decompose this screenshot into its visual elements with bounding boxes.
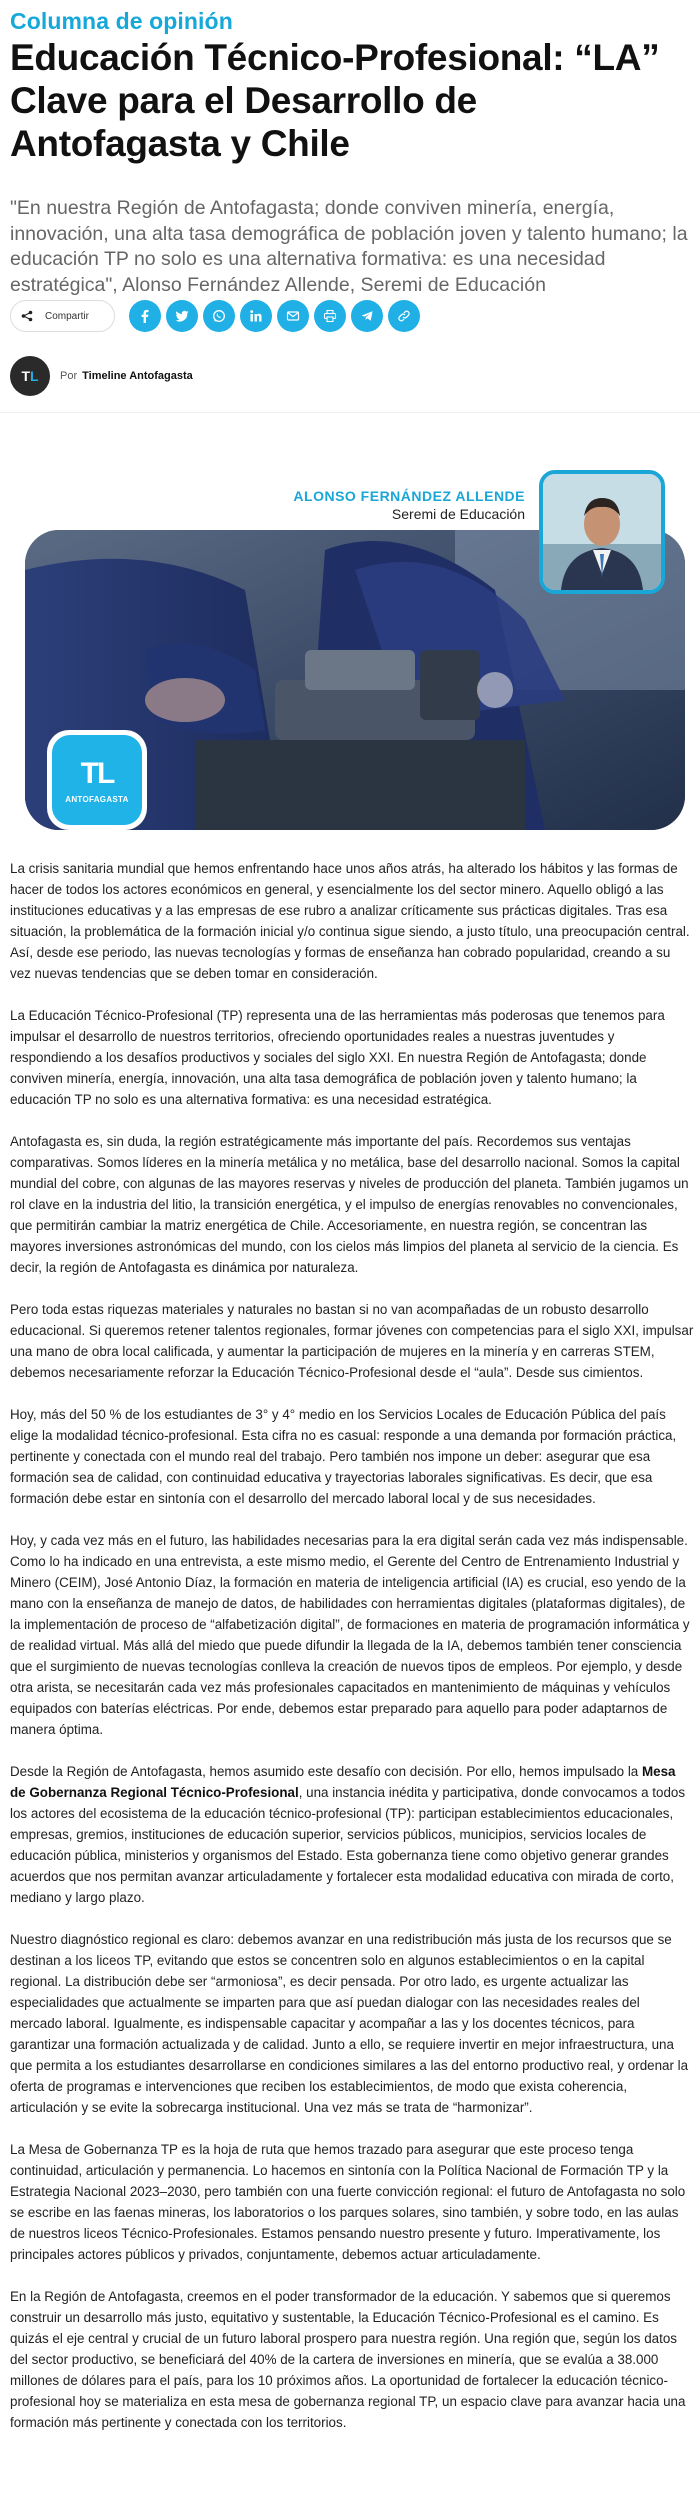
whatsapp-icon	[212, 309, 226, 323]
email-share-button[interactable]	[277, 300, 309, 332]
paragraph: Pero toda estas riquezas materiales y naturales no bastan si no van acompañadas de un robusto desarrollo educacional. Si queremos retener talentos regionales, formar jóvenes con competencias para el siglo XXI, impulsar una mano de obra local calificada, y aumentar la participación de mujeres en la minería y en carreras STEM, debemos necesariamente reforzar la Educación Técnico-Profesional desde el “aula”. Desde sus cimientos.	[10, 1302, 694, 1380]
paragraph: Hoy, más del 50 % de los estudiantes de 3° y 4° medio en los Servicios Locales de Educación Pública del país elige la modalidad técnico-profesional. Esta cifra no es casual: responde a una demanda por formación práctica, pertinente y conectada con el mundo real del trabajo. Pero también nos impone un deber: asegurar que esa formación sea de calidad, con continuidad educativa y trayectorias laborales significativas. Es decir, que esa formación debe estar en sintonía con el desarrollo del mercado laboral local y de sus necesidades.	[10, 1407, 677, 1506]
email-icon	[286, 309, 300, 323]
avatar-letter-t: T	[21, 368, 30, 384]
section-kicker[interactable]: Columna de opinión	[10, 8, 233, 34]
brand-logo	[47, 730, 147, 830]
hero-image	[25, 470, 685, 840]
share-bar	[10, 300, 690, 332]
hero-person-role: Seremi de Educación	[391, 506, 525, 522]
paragraph: La Mesa de Gobernanza TP es la hoja de ruta que hemos trazado para asegurar que este proceso tenga continuidad, articulación y permanencia. Lo hacemos en sintonía con la Política Nacional de Formación TP y la Estrategia Nacional 2023–2030, pero también con una fuerte convicción regional: el futuro de Antofagasta no solo se escribe en las faenas mineras, los laboratorios o los parques solares, sino también, y sobre todo, en las aulas de nuestros liceos Técnico-Profesionales. Estamos pensando nuestro presente y futuro. Imperativamente, los principales actores públicos y privados, conjuntamente, debemos actuar articuladamente.	[10, 2142, 686, 2262]
author-avatar[interactable]	[10, 356, 50, 396]
linkedin-share-button[interactable]	[240, 300, 272, 332]
telegram-icon	[360, 309, 374, 323]
portrait-illustration	[543, 474, 661, 590]
seremi-portrait	[539, 470, 665, 594]
paragraph: En la Región de Antofagasta, creemos en el poder transformador de la educación. Y sabemos que si queremos construir un desarrollo más justo, equitativo y sustentable, la Educación Técnico-Profesional es el camino. Es quizás el eje central y crucial de un futuro laboral prospero para nuestra región. Una región que, según los datos del sector productivo, se beneficiará del 40% de la cartera de inversiones en minería, que se evalúa a 38.000 millones de dólares para el país, para los 10 próximos años. La oportunidad de fortalecer la educación técnico-profesional hoy se materializa en esta mesa de gobernanza regional TP, un espacio clave para avanzar hacia una formación más pertinente y conectada con los territorios.	[10, 2289, 686, 2430]
byline-prefix: Por	[60, 370, 78, 382]
paragraph: Antofagasta es, sin duda, la región estratégicamente más importante del país. Recordemos sus ventajas comparativas. Somos líderes en la minería metálica y no metálica, base del desarrollo nacional. Somos la capital mundial del cobre, con algunas de las mayores reservas y niveles de producción del planeta. También jugamos un rol clave en la industria del litio, la transición energética, y el impulso de energías renovables no convencionales, que permitirán cambiar la matriz energética de Chile. Accesoriamente, en nuestra región, se concentran las mayores inversiones astronómicas del mundo, con los cielos más limpios del planeta al servicio de la ciencia. Es decir, la región de Antofagasta es dinámica por naturaleza.	[10, 1134, 689, 1275]
divider	[0, 412, 700, 413]
paragraph: Hoy, y cada vez más en el futuro, las habilidades necesarias para la era digital serán cada vez más indispensable. Como lo ha indicado en una entrevista, a este mismo medio, el Gerente del Centro de Entrenamiento Industrial y Minero (CEIM), José Antonio Díaz, la formación en materia de inteligencia artificial (IA) es crucial, eso yendo de la mano con la enseñanza de manejo de datos, de habilidades con herramientas digitales (plataformas digitales), de la implementación de proceso de “alfabetización digital”, de formaciones en materia de programación informática y de realidad virtual. Más allá del miedo que puede difundir la llegada de la IA, debemos también tener consciencia que el surgimiento de nuevas tecnologías conlleva la creación de nuevos tipos de empleos. Por ejemplo, y desde otra arista, se necesitarán cada vez más profesionales capacitados en mantenimiento de máquinas y vehículos equipados con baterías eléctricas. Por ende, debemos estar preparado para aquello para poder adaptarnos de manera óptima.	[10, 1533, 690, 1737]
social-buttons	[129, 300, 425, 332]
facebook-share-button[interactable]	[129, 300, 161, 332]
article-body	[10, 858, 694, 2454]
twitter-share-button[interactable]	[166, 300, 198, 332]
telegram-share-button[interactable]	[351, 300, 383, 332]
logo-mark: TL	[80, 756, 114, 790]
paragraph-text: Desde la Región de Antofagasta, hemos asumido este desafío con decisión. Por ello, hemos impulsado la	[10, 1764, 642, 1779]
copy-link-button[interactable]	[388, 300, 420, 332]
logo-wordmark: ANTOFAGASTA	[65, 794, 129, 804]
twitter-icon	[175, 309, 189, 323]
highlight-mesa-gobernanza: Mesa de Gobernanza Regional Técnico-Profesional	[10, 1764, 676, 1800]
print-icon	[323, 309, 337, 323]
whatsapp-share-button[interactable]	[203, 300, 235, 332]
paragraph: La crisis sanitaria mundial que hemos enfrentando hace unos años atrás, ha alterado los hábitos y las formas de hacer de todos los actores económicos en general, y esencialmente los del sector minero. Aquello obligó a las instituciones educativas y a las empresas de ese rubro a analizar críticamente sus prácticas digitales. Tras esa situación, la problemática de la formación inicial y/o continua sigue siendo, a justo título, una preocupación central. Así, desde ese periodo, las nuevas tecnologías y formas de enseñanza han cobrado popularidad, creando a su vez nuevas tendencias que se deben tomar en consideración.	[10, 861, 690, 981]
paragraph: La Educación Técnico-Profesional (TP) representa una de las herramientas más poderosas que tenemos para impulsar el desarrollo de nuestros territorios, ofreciendo oportunidades reales a nuestras juventudes y respondiendo a los desafíos productivos y sociales del siglo XXI. En nuestra Región de Antofagasta; donde conviven minería, energía, innovación, una alta tasa demográfica de población joven y talento humano; la educación TP no solo es una alternativa formativa: es una necesidad estratégica.	[10, 1008, 665, 1107]
share-button[interactable]	[10, 300, 115, 332]
hero-person-name: ALONSO FERNÁNDEZ ALLENDE	[293, 488, 525, 504]
article-lead: "En nuestra Región de Antofagasta; donde conviven minería, energía, innovación, una alta tasa demográfica de población joven y talento humano; la educación TP no solo es una alternativa formativa: es una necesidad estratégica", Alonso Fernández Allende, Seremi de Educación	[10, 197, 688, 296]
hero-caption	[293, 488, 525, 522]
facebook-icon	[138, 309, 152, 323]
byline	[10, 356, 193, 396]
article-title: Educación Técnico-Profesional: “LA” Clave para el Desarrollo de Antofagasta y Chile	[10, 37, 660, 164]
linkedin-icon	[249, 309, 263, 323]
share-icon	[21, 310, 33, 322]
share-label: Compartir	[45, 310, 89, 322]
author-link[interactable]: Timeline Antofagasta	[82, 370, 193, 382]
print-button[interactable]	[314, 300, 346, 332]
avatar-letter-l: L	[30, 368, 39, 384]
copy-link-icon	[397, 309, 411, 323]
paragraph	[10, 1761, 694, 1908]
paragraph: Nuestro diagnóstico regional es claro: debemos avanzar en una redistribución más justa de los recursos que se destinan a los liceos TP, evitando que estos se concentren solo en algunos establecimientos o en la capital regional. La distribución debe ser “armoniosa”, es decir pensada. Por otro lado, es urgente actualizar las especialidades que actualmente se imparten para que así puedan dialogar con las necesidades reales del mercado laboral. Igualmente, es indispensable capacitar y acompañar a las y los docentes técnicos, para garantizar una formación actualizada y de calidad. Junto a ello, se requiere invertir en mejor infraestructura, una que permita a los estudiantes desarrollarse en condiciones similares a las del entorno productivo real, y ordenar la oferta de programas e intervenciones que reciben los establecimientos, de modo que exista coherencia, articulación y se evite la sobrecarga institucional. Una vez más se trata de “harmonizar”.	[10, 1932, 689, 2115]
paragraph-text: , una instancia inédita y participativa, donde convocamos a todos los actores del ecosistema de la educación técnico-profesional (TP): participan establecimientos educacionales, empresas, gremios, instituciones de educación superior, servicios públicos, municipios, servicios locales de educación pública, ministerios y organismos del Estado. Esta gobernanza tiene como objetivo generar grandes acuerdos que nos permitan avanzar articuladamente y fortalecer esta modalidad educativa con mirada de corto, mediano y largo plazo.	[10, 1785, 686, 1905]
